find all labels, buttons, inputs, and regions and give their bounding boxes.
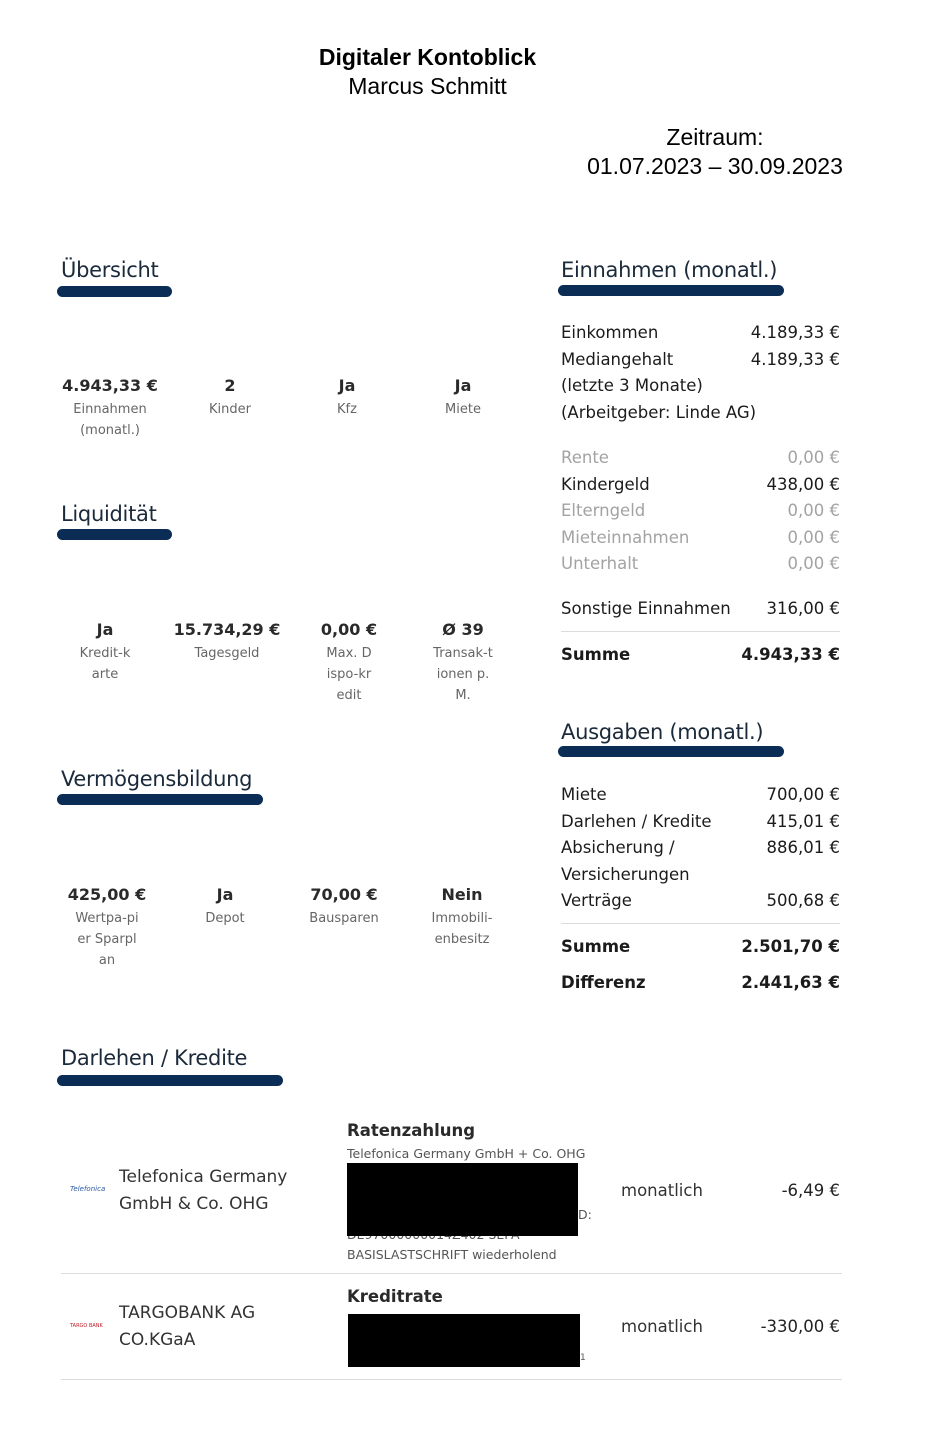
stat-value: Ja: [96, 620, 114, 639]
telefonica-logo: Telefonica: [70, 1185, 106, 1193]
stat-label: Kfz: [337, 402, 357, 417]
stat-value: 2: [224, 376, 236, 395]
loan-separator: [61, 1379, 842, 1380]
income-underline: [558, 285, 784, 296]
loan-reference: Telefonica Germany GmbH + Co. OHG: [347, 1146, 586, 1161]
income-row-summe: Summe 4.943,33 €: [561, 645, 840, 664]
income-title: Einnahmen (monatl.): [561, 258, 778, 282]
stat-label: Einnahmen (monatl.): [73, 402, 147, 438]
income-median-note: (letzte 3 Monate): [561, 376, 703, 395]
loan-amount: -6,49 €: [781, 1181, 840, 1200]
liquidity-stat: [50, 620, 160, 685]
redaction-block: [347, 1163, 578, 1236]
loans-title: Darlehen / Kredite: [61, 1046, 248, 1070]
income-row-mediangehalt: Mediangehalt 4.189,33 €: [561, 349, 840, 369]
loan-creditor: TARGOBANK AG CO.KGaA: [119, 1303, 256, 1350]
stat-value: 70,00 €: [310, 885, 378, 904]
income-table: [561, 323, 840, 429]
expenses-separator: [561, 923, 840, 924]
expense-row-absicherung-cont: Versicherungen: [561, 864, 690, 884]
stat-value: Ja: [338, 376, 356, 395]
loans-underline: [57, 1075, 283, 1086]
income-row-kindergeld: Kindergeld 438,00 €: [561, 474, 840, 494]
overview-stat: [55, 376, 165, 441]
stat-value: Ja: [454, 376, 472, 395]
stat-label: Bausparen: [309, 911, 379, 926]
wealth-underline: [57, 794, 263, 805]
loan-creditor: Telefonica Germany GmbH & Co. OHG: [119, 1167, 288, 1214]
stat-label: Kinder: [209, 402, 251, 417]
overview-underline: [57, 286, 172, 297]
expenses-underline: [558, 746, 784, 757]
report-title: Digitaler Kontoblick: [318, 44, 537, 70]
stat-label: Immobili-enbesitz: [431, 911, 493, 947]
expenses-difference: [561, 973, 840, 1000]
expense-row-darlehen: Darlehen / Kredite 415,01 €: [561, 811, 840, 831]
loan-frequency: monatlich: [621, 1181, 703, 1200]
income-row-rente: Rente 0,00 €: [561, 448, 840, 467]
income-other: [561, 599, 840, 626]
overview-stat: [292, 376, 402, 420]
liquidity-stat: [294, 620, 404, 706]
liquidity-stat: [167, 620, 287, 664]
period-label: Zeitraum:: [666, 124, 764, 150]
loan-type: Kreditrate: [347, 1287, 443, 1306]
loan-separator: [61, 1273, 842, 1274]
stat-label: Transak-tionen p.M.: [433, 646, 493, 703]
expense-row-vertraege: Verträge 500,68 €: [561, 891, 840, 910]
loan-amount: -330,00 €: [760, 1317, 840, 1336]
targobank-logo: TARGO BANK: [70, 1323, 103, 1329]
wealth-stat: [52, 885, 162, 971]
income-table-2: [561, 448, 840, 581]
income-employer-note: (Arbeitgeber: Linde AG): [561, 402, 757, 422]
expenses-title: Ausgaben (monatl.): [561, 720, 764, 744]
redaction-block: [348, 1314, 580, 1367]
period-value: 01.07.2023 – 30.09.2023: [587, 153, 843, 179]
liquidity-stat: [408, 620, 518, 706]
expense-row-absicherung: Absicherung / 886,01 €: [561, 838, 840, 857]
income-row-einkommen: Einkommen 4.189,33 €: [561, 323, 840, 342]
wealth-stat: [289, 885, 399, 929]
stat-value: 425,00 €: [67, 885, 147, 904]
stat-value: 4.943,33 €: [62, 376, 158, 395]
stat-value: 15.734,29 €: [173, 620, 281, 639]
overview-stat: [408, 376, 518, 420]
expense-row-differenz: Differenz 2.441,63 €: [561, 973, 840, 992]
income-row-elterngeld: Elterngeld 0,00 €: [561, 501, 840, 520]
expenses-table: [561, 785, 840, 918]
expenses-total: [561, 937, 840, 964]
stat-value: Ø 39: [442, 620, 484, 639]
loan-reference-fragment: 1: [580, 1353, 586, 1363]
expense-row-summe: Summe 2.501,70 €: [561, 937, 840, 956]
expense-row-miete: Miete 700,00 €: [561, 785, 840, 804]
overview-title: Übersicht: [61, 258, 159, 282]
customer-name: Marcus Schmitt: [348, 73, 507, 99]
wealth-stat: [170, 885, 280, 929]
stat-value: 0,00 €: [320, 620, 378, 639]
income-total: [561, 645, 840, 672]
stat-label: Wertpa-pier Sparplan: [75, 911, 139, 968]
stat-value: Ja: [216, 885, 234, 904]
stat-label: Kredit-karte: [79, 646, 131, 682]
wealth-stat: [407, 885, 517, 950]
wealth-title: Vermögensbildung: [61, 767, 253, 791]
loan-type: Ratenzahlung: [347, 1121, 476, 1140]
overview-stat: [175, 376, 285, 420]
stat-label: Max. Dispo-kredit: [326, 646, 372, 703]
liquidity-title: Liquidität: [61, 502, 157, 526]
loan-reference-type: BASISLASTSCHRIFT wiederholend: [347, 1247, 557, 1262]
stat-label: Tagesgeld: [194, 646, 260, 661]
loan-frequency: monatlich: [621, 1317, 703, 1336]
loan-reference-fragment: D:: [578, 1207, 592, 1222]
stat-value: Nein: [441, 885, 483, 904]
stat-label: Depot: [205, 911, 245, 926]
income-row-mieteinnahmen: Mieteinnahmen 0,00 €: [561, 527, 840, 547]
liquidity-underline: [57, 529, 172, 540]
income-row-sonstige: Sonstige Einnahmen 316,00 €: [561, 599, 840, 618]
stat-label: Miete: [445, 402, 481, 417]
income-row-unterhalt: Unterhalt 0,00 €: [561, 554, 840, 573]
income-separator: [561, 631, 840, 632]
